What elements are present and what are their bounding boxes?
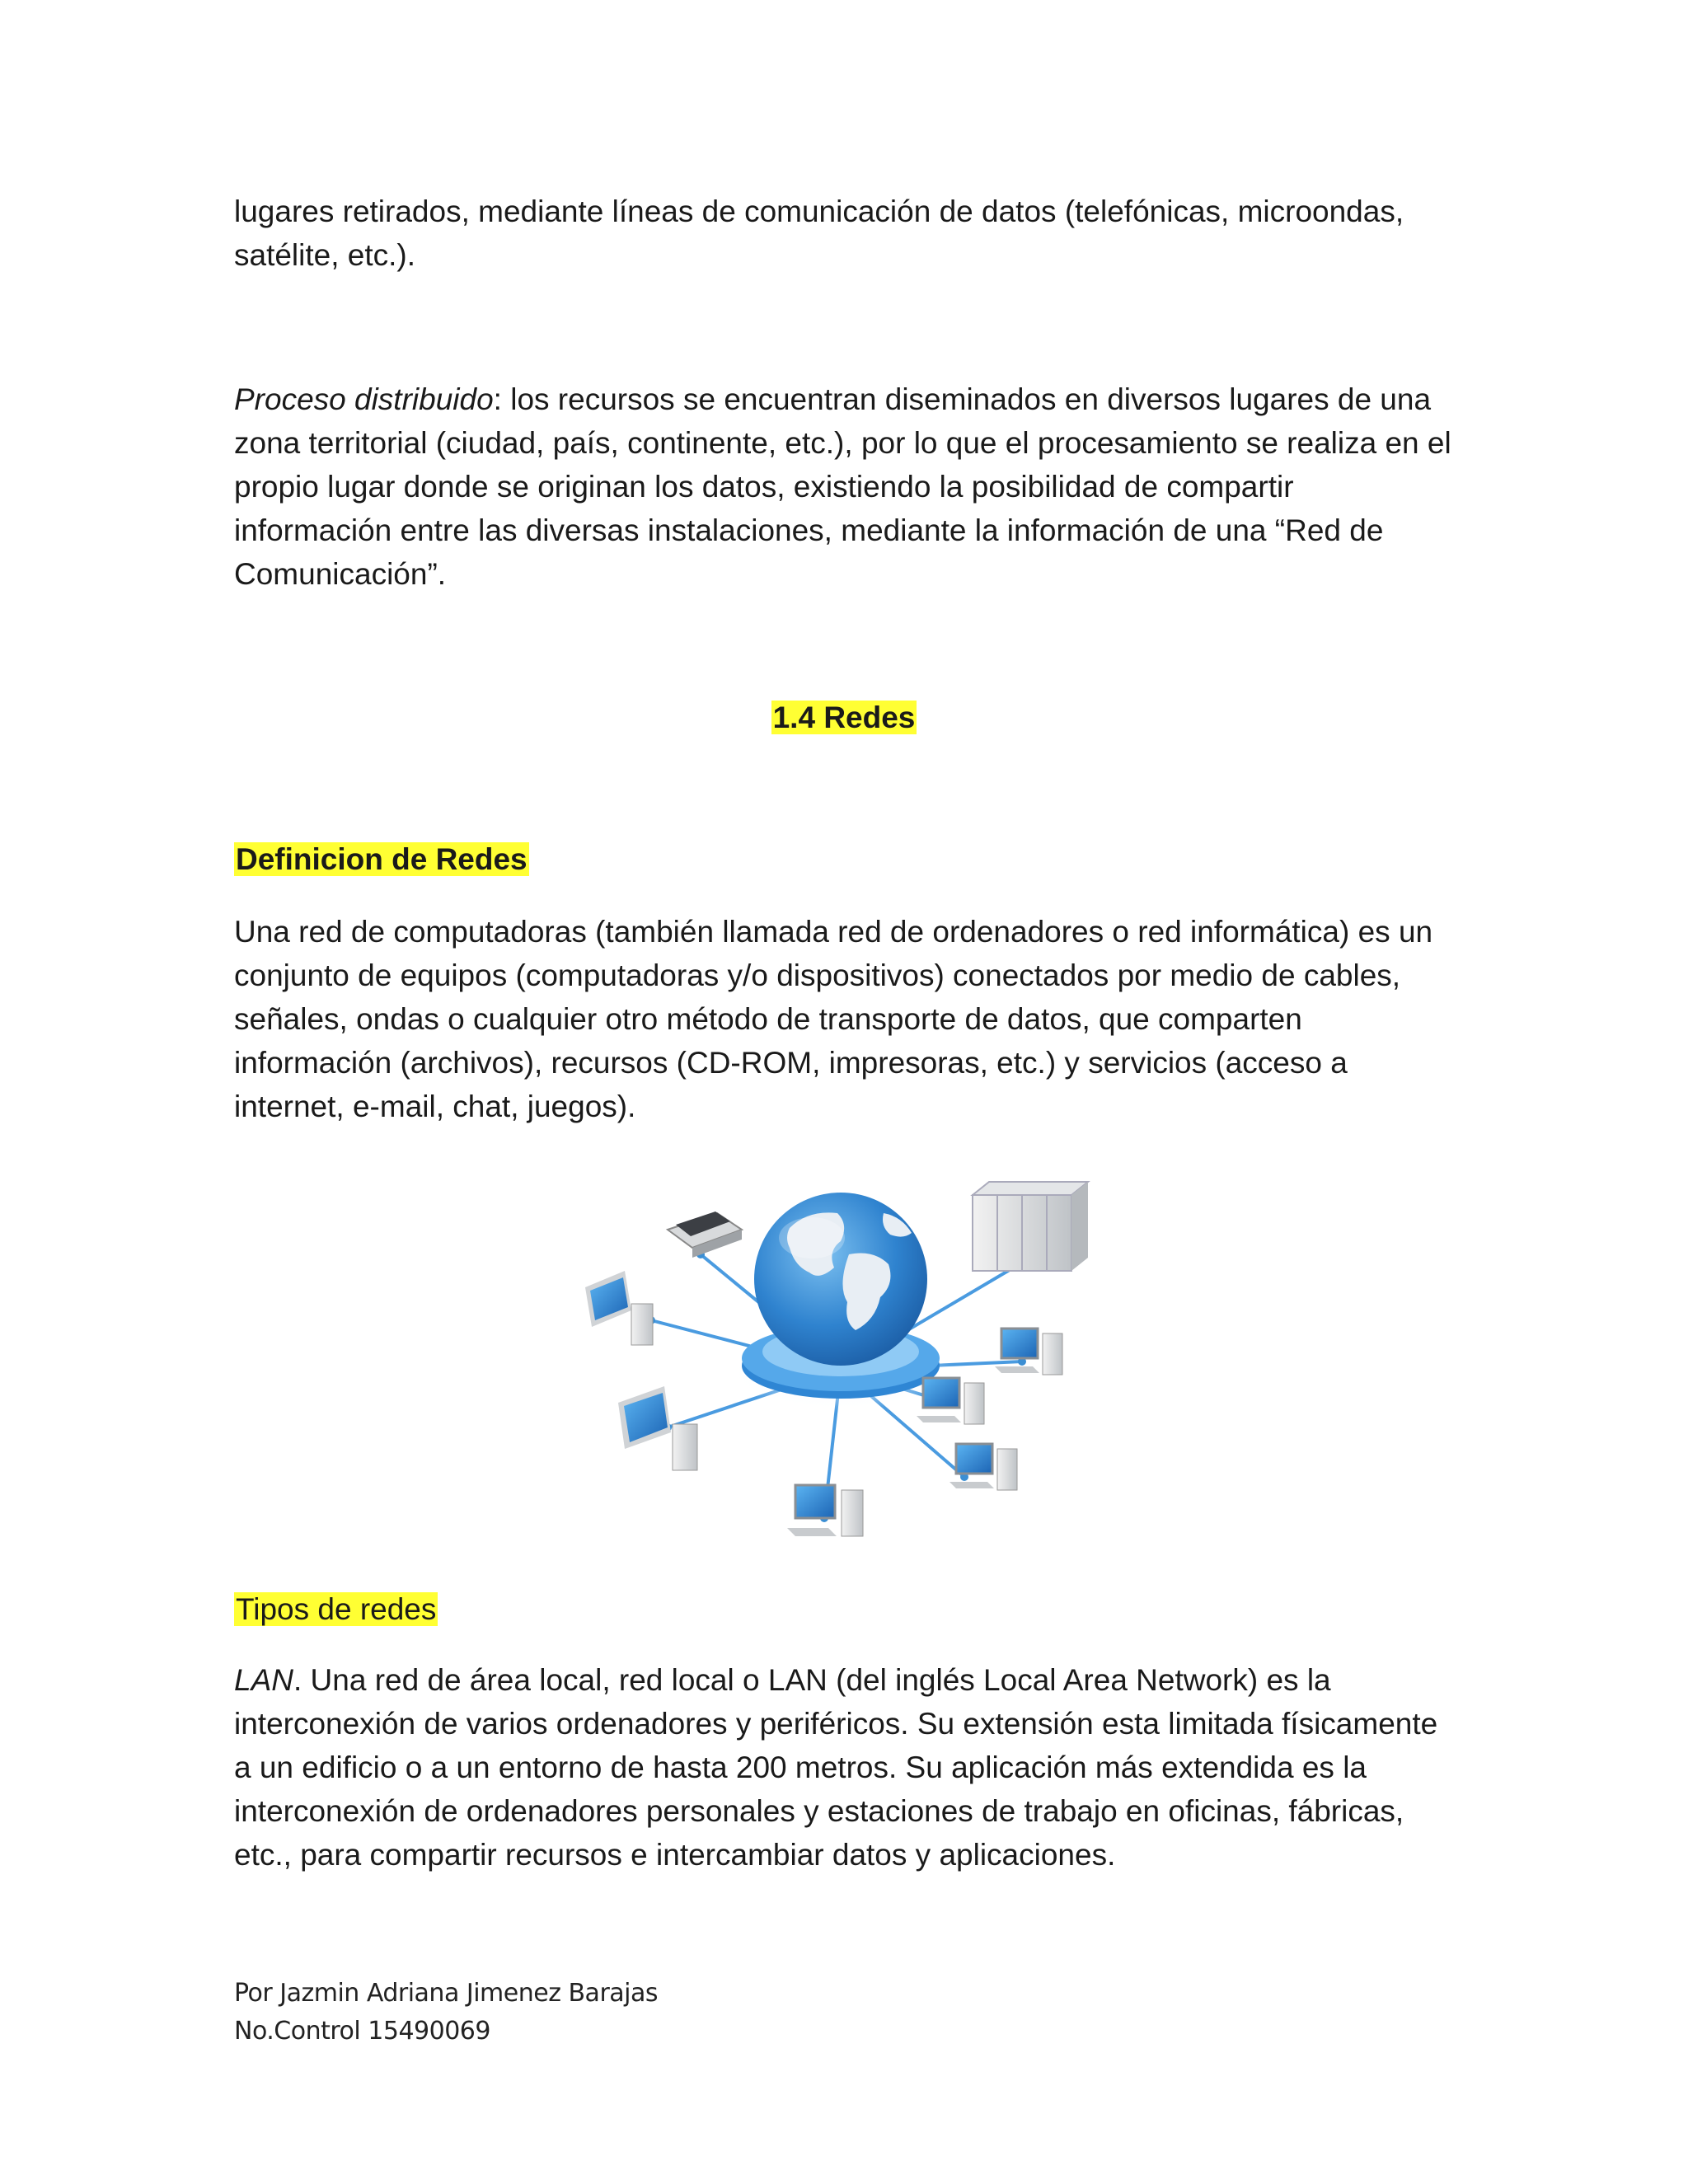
paragraph-definition: Una red de computadoras (también llamada red de ordenadores o red informática) es un conjunto de equipos (computadoras y/o dispositivos) conectados por medio de cables, señales, ondas o cualquier otro método de transporte de datos, que comparten información (archivos), recursos (CD-ROM, impresoras, etc.) y servicios (acceso a internet, e-mail, chat, juegos).: [234, 915, 1433, 1123]
lan-text: . Una red de área local, red local o LAN (del inglés Local Area Network) es la interconexión de varios ordenadores y periféricos. Su extensión esta limitada físicamente a un edificio o a un entorno de hasta 200 metros. Su aplicación más extendida es la interconexión de ordenadores personales y estaciones de trabajo en oficinas, fábricas, etc., para compartir recursos e intercambiar datos y aplicaciones.: [234, 1663, 1438, 1872]
subheading-types-wrapper: [234, 1587, 1454, 1631]
footer-author: Por Jazmin Adriana Jimenez Barajas: [234, 1979, 659, 2008]
term-lan: LAN: [234, 1663, 293, 1697]
distributed-process-text: : los recursos se encuentran diseminados en diversos lugares de una zona territorial (ciudad, país, continente, etc.), por lo que el procesamiento se realiza en el propio lugar donde se originan los datos, existiendo la posibilidad de compartir información entre las diversas instalaciones, mediante la información de una “Red de Comunicación”.: [234, 382, 1451, 591]
paragraph-distributed-process: [234, 377, 1454, 596]
subheading-definition-wrapper: [234, 837, 1454, 881]
subheading-types: Tipos de redes: [236, 1592, 437, 1626]
footer-control-number: No.Control 15490069: [234, 2017, 490, 2046]
paragraph-lan: [234, 1658, 1454, 1877]
page-footer: [234, 1975, 658, 2050]
network-icon: [577, 1155, 1104, 1572]
term-distributed-process: Proceso distribuido: [234, 382, 494, 416]
subheading-definition: Definicion de Redes: [236, 842, 528, 876]
section-title-wrapper: [0, 696, 1688, 739]
paragraph-continuation: lugares retirados, mediante líneas de comunicación de datos (telefónicas, microondas, satélite, etc.).: [234, 194, 1404, 272]
section-title: 1.4 Redes: [772, 701, 916, 734]
network-globe-illustration: [577, 1155, 1104, 1572]
